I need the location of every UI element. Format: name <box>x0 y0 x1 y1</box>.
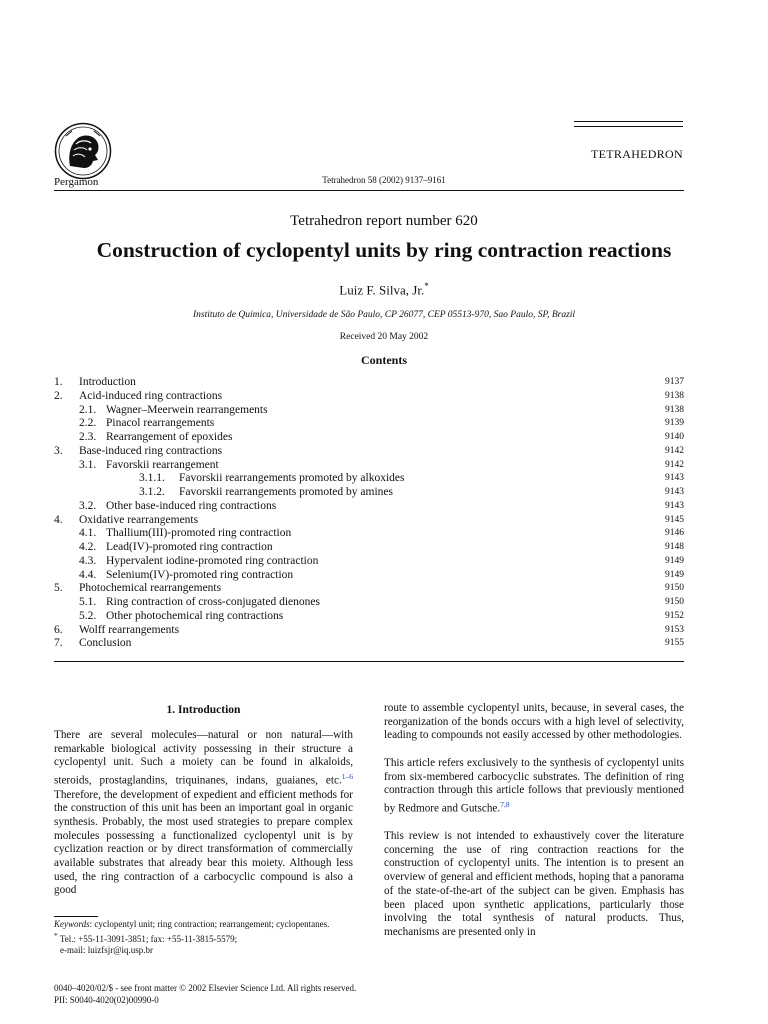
contents-entry-page: 9150 <box>665 583 684 594</box>
keywords-label: Keywords <box>54 919 90 929</box>
contents-entry-page: 9139 <box>665 418 684 429</box>
footnotes <box>54 919 353 956</box>
contents-entry[interactable] <box>54 417 684 431</box>
paragraph-text: This article refers exclusively to the synthesis of cyclopentyl units from six-membered carbocyclic substrates. The definition of ring contraction through this article follows that previously mentioned by Redmore and Gutsche. <box>384 756 684 815</box>
contents-entry-page: 9145 <box>665 514 684 525</box>
contents-entry[interactable] <box>54 555 684 569</box>
received-date: Received 20 May 2002 <box>339 332 429 342</box>
contents-entry-number: 5. <box>54 582 63 595</box>
contents-entry-number: 4.4. <box>79 568 97 581</box>
contents-entry-page: 9150 <box>665 597 684 607</box>
contents-entry[interactable] <box>54 390 684 404</box>
paragraph <box>384 757 684 817</box>
contents-entry-title: Selenium(IV)-promoted ring contraction <box>106 568 294 581</box>
paragraph <box>54 729 353 898</box>
contents-entry-number: 2.1. <box>79 403 97 416</box>
header-rule-second <box>574 126 683 127</box>
contents-entry-title: Introduction <box>79 376 136 388</box>
contents-entry-page: 9140 <box>665 432 684 442</box>
contents-entry-page: 9149 <box>665 555 684 566</box>
contents-entry-title: Other photochemical ring contractions <box>106 609 284 622</box>
left-column <box>54 729 353 912</box>
bottom-info <box>54 983 454 1006</box>
footnote-mark: * <box>54 931 58 940</box>
phone-text: Tel.: +55-11-3091-3851; fax: +55-11-3815-5579; <box>57 934 238 944</box>
contents-entry-page: 9152 <box>665 610 684 621</box>
contents-entry[interactable] <box>54 527 684 541</box>
paragraph-text: There are several molecules—natural or non natural—with remarkable biological activity possessing in their structure a cyclopentyl unit. Such a moiety can be found in alkaloids, steroids, prostaglandins, triquinanes, indans, guaianes, etc. <box>54 729 353 787</box>
reference-link[interactable]: 1–6 <box>341 772 353 782</box>
contents-entry-title: Ring contraction of cross-conjugated dienones <box>106 596 320 608</box>
contents-entry-number: 5.2. <box>79 609 97 622</box>
contents-entry[interactable] <box>54 541 684 555</box>
author-affiliation: Instituto de Química, Universidade de São Paulo, CP 26077, CEP 05513-970, Sao Paulo, SP, Brazil <box>192 310 576 320</box>
footnote-rule <box>54 916 98 917</box>
contents-entry-page: 9149 <box>665 569 684 580</box>
reference-link[interactable]: 7,8 <box>500 799 510 809</box>
contents-entry[interactable] <box>54 459 684 473</box>
publisher-name: Pergamon <box>54 176 99 188</box>
contents-entry-title: Favorskii rearrangement <box>106 458 219 471</box>
header-bottom-rule <box>54 190 684 191</box>
contents-entry-title: Wagner–Meerwein rearrangements <box>106 403 268 416</box>
contents-entry[interactable] <box>54 431 684 445</box>
contents-entry[interactable] <box>54 596 684 610</box>
contents-entry-number: 3. <box>54 444 63 457</box>
pergamon-logo <box>54 122 112 180</box>
contents-entry[interactable] <box>54 514 684 528</box>
contents-entry-page: 9138 <box>665 404 684 415</box>
pii-line: PII: S0040-4020(02)00990-0 <box>54 994 159 1005</box>
contents-entry-title: Lead(IV)-promoted ring contraction <box>106 541 273 553</box>
contents-entry[interactable] <box>54 404 684 418</box>
journal-name: TETRAHEDRON <box>591 147 683 161</box>
journal-citation: Tetrahedron 58 (2002) 9137–9161 <box>322 175 446 185</box>
contents-entry-title: Thallium(III)-promoted ring contraction <box>106 527 292 540</box>
author-line <box>0 281 768 298</box>
keywords <box>54 919 353 930</box>
contents-entry-number: 1. <box>54 376 63 388</box>
contents-entry[interactable] <box>54 637 684 651</box>
section-heading: 1. Introduction <box>166 704 241 716</box>
contents-entry-page: 9146 <box>665 528 684 539</box>
contents-entry[interactable] <box>54 582 684 596</box>
paragraph: route to assemble cyclopentyl units, because, in several cases, the reorganization of the bonds occurs with a high level of selectivity, leading to compounds not easily accessed by other methodologies. <box>384 702 684 742</box>
contents-entry-number: 4.3. <box>79 554 97 567</box>
contents-entry-page: 9143 <box>665 473 684 484</box>
paragraph: This review is not intended to exhaustively cover the literature concerning the use of ring contraction reactions for the construction of cyclopentyl units. The intention is to present an overview of general and efficient methods, hoping that a panorama of the state-of-the-art of the subject can be given. Emphasis has been placed upon synthetic applications, particularly those involving the total synthesis of natural products. Thus, mechanisms are presented only in <box>384 830 684 938</box>
copyright-line: 0040–4020/02/$ - see front matter © 2002 Elsevier Science Ltd. All rights reserved. <box>54 983 357 993</box>
contents-entry-title: Base-induced ring contractions <box>79 444 223 457</box>
author-footnote-mark[interactable]: * <box>424 281 429 291</box>
article-title: Construction of cyclopentyl units by ring contraction reactions <box>96 238 672 262</box>
contents-entry[interactable] <box>54 472 684 486</box>
contents-entry-title: Conclusion <box>79 637 132 650</box>
contents-entry-number: 5.1. <box>79 596 97 608</box>
report-number: Tetrahedron report number 620 <box>290 213 478 229</box>
contents-entry-title: Pinacol rearrangements <box>106 417 215 430</box>
author-name: Luiz F. Silva, Jr. <box>339 282 425 298</box>
contents-entry-number: 3.1.2. <box>139 486 165 498</box>
keywords-text: : cyclopentyl unit; ring contraction; rearrangement; cyclopentanes. <box>89 919 330 929</box>
contents-entry-title: Rearrangement of epoxides <box>106 431 233 443</box>
contents-entry-number: 2. <box>54 389 63 402</box>
contents-entry-number: 3.1.1. <box>139 472 165 485</box>
contents-entry-title: Hypervalent iodine-promoted ring contraction <box>106 554 319 567</box>
contents-entry-page: 9155 <box>665 638 684 649</box>
contents-heading: Contents <box>360 353 407 367</box>
contents-entry-number: 3.2. <box>79 499 97 512</box>
contents-entry-title: Oxidative rearrangements <box>79 513 199 526</box>
contents-entry[interactable] <box>54 624 684 638</box>
contents-entry-number: 2.2. <box>79 417 97 430</box>
contents-entry-page: 9143 <box>665 487 684 497</box>
contents-entry-page: 9143 <box>665 500 684 511</box>
contents-entry-number: 4.1. <box>79 527 97 540</box>
contents-entry[interactable] <box>54 569 684 583</box>
contents-entry-title: Acid-induced ring contractions <box>79 389 223 402</box>
contents-entry-page: 9142 <box>665 459 684 470</box>
contents-entry-page: 9153 <box>665 624 684 635</box>
contents-entry-page: 9138 <box>665 390 684 401</box>
contents-entry-number: 4.2. <box>79 541 97 553</box>
contents-entry-number: 7. <box>54 637 63 650</box>
contents-entry-title: Favorskii rearrangements promoted by alkoxides <box>179 472 405 485</box>
contact-phone <box>54 930 353 945</box>
header-rule-top <box>574 121 683 122</box>
contact-email[interactable]: e-mail: luizfsjr@iq.usp.br <box>60 945 154 955</box>
contents-entry-title: Photochemical rearrangements <box>79 582 222 595</box>
contents-entry-number: 2.3. <box>79 431 97 443</box>
contents-entry[interactable] <box>54 610 684 624</box>
contents-entry-number: 6. <box>54 623 63 636</box>
contents-entry-title: Other base-induced ring contractions <box>106 499 277 512</box>
contents-entry-title: Wolff rearrangements <box>79 623 180 636</box>
contents-entry-page: 9142 <box>665 445 684 456</box>
right-column <box>384 702 684 953</box>
table-of-contents <box>54 376 684 651</box>
contents-entry-title: Favorskii rearrangements promoted by amines <box>179 486 393 498</box>
contents-entry[interactable] <box>54 486 684 500</box>
contents-entry-number: 4. <box>54 513 63 526</box>
contents-entry[interactable] <box>54 500 684 514</box>
contents-rule <box>54 661 684 662</box>
contents-entry-page: 9137 <box>665 377 684 387</box>
contents-entry-number: 3.1. <box>79 458 97 471</box>
contents-entry[interactable] <box>54 376 684 390</box>
paragraph-text: Therefore, the development of expedient and efficient methods for the construction of this unit has been an important goal in organic synthesis. Probably, the most used strategies to prepare complex molecules possessing a functionalized cyclopentyl unit is by cyclization reaction or by direct transformation of commercially available substrates that already bear this moiety. Although less used, the ring contraction of a carbocyclic compound is also a good <box>54 788 353 897</box>
contents-entry[interactable] <box>54 445 684 459</box>
contents-entry-page: 9148 <box>665 542 684 552</box>
